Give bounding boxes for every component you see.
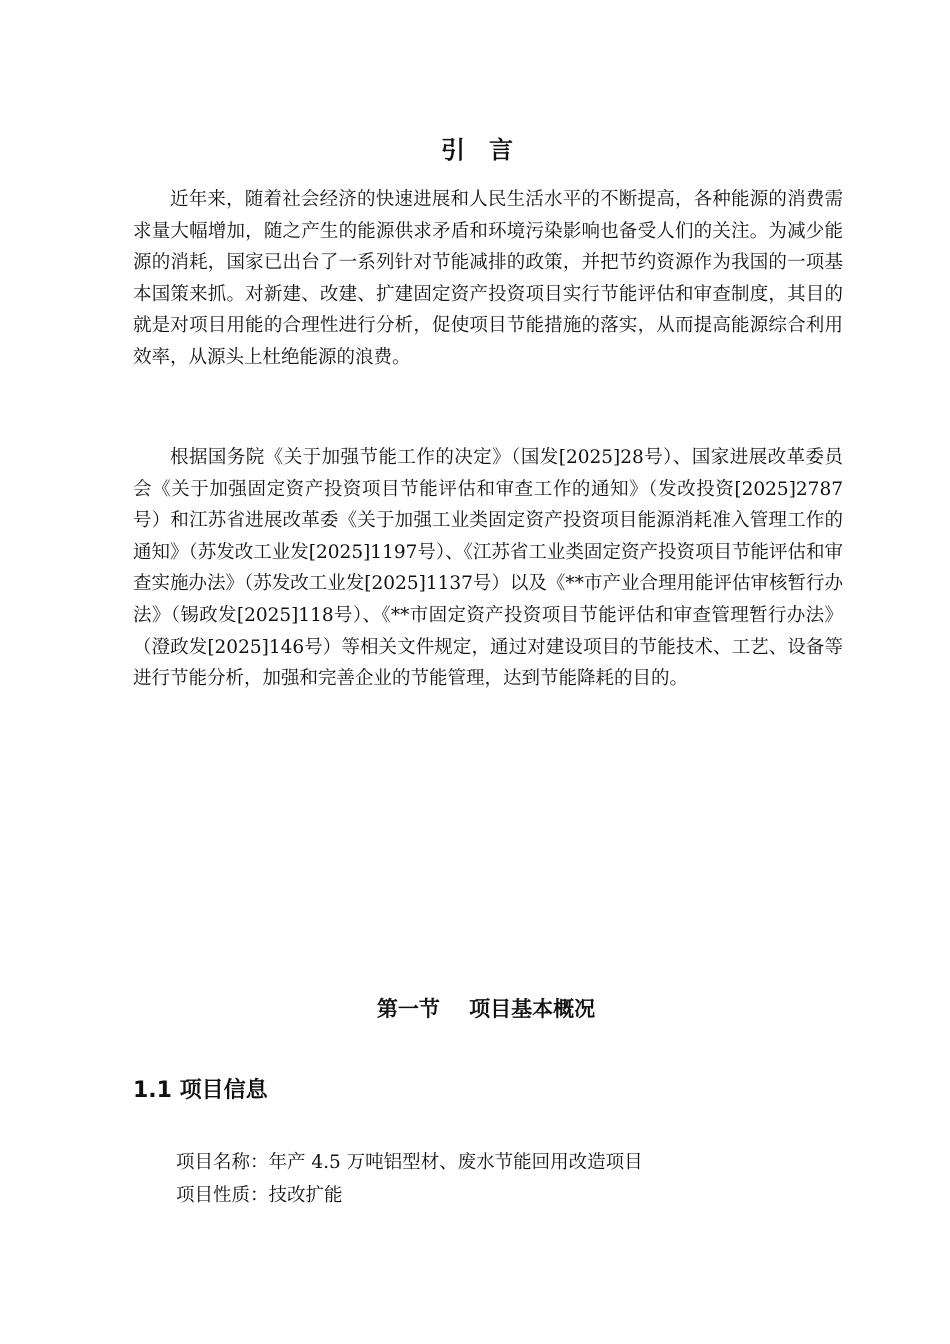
- intro-title: 引言: [441, 135, 537, 164]
- project-name-line: 项目名称：年产 4.5 万吨铝型材、废水节能回用改造项目: [176, 1152, 643, 1173]
- intro-paragraph-1-text: 近年来，随着社会经济的快速进展和人民生活水平的不断提高，各种能源的消费需求量大幅增加，随之产生的能源供求矛盾和环境污染影响也备受人们的关注。为减少能源的消耗，国家已出台了一系列针对节能减排的政策，并把节约资源作为我国的一项基本国策来抓。对新建、改建、扩建固定资产投资项目实行节能评估和审查制度，其目的就是对项目用能的合理性进行分析，促使项目节能措施的落实，从而提高能源综合利用效率，从源头上杜绝能源的浪费。: [133, 189, 843, 368]
- project-nature-line: 项目性质：技改扩能: [176, 1185, 343, 1206]
- subsection-title: 1.1 项目信息: [133, 1078, 268, 1103]
- intro-paragraph-2-text: 根据国务院《关于加强节能工作的决定》（国发[2025]28号）、国家进展改革委员会《关于加强固定资产投资项目节能评估和审查工作的通知》（发改投资[2025]2787号）和江苏省进展改革委《关于加强工业类固定资产投资项目能源消耗准入管理工作的通知》（苏发改工业发[2025]1197号）、《江苏省工业类固定资产投资项目节能评估和审查实施办法》（苏发改工业发[2025]1137号）以及《**市产业合理用能评估审核暂行办法》（锡政发[2025]118号）、《**市固定资产投资项目节能评估和审查管理暂行办法》（澄政发[2025]146号）等相关文件规定，通过对建设项目的节能技术、工艺、设备等进行节能分析，加强和完善企业的节能管理，达到节能降耗的目的。: [133, 447, 843, 690]
- section-title: 第一节 项目基本概况: [376, 997, 596, 1021]
- intro-paragraph-2: [133, 442, 843, 695]
- intro-paragraph-1: [133, 184, 843, 374]
